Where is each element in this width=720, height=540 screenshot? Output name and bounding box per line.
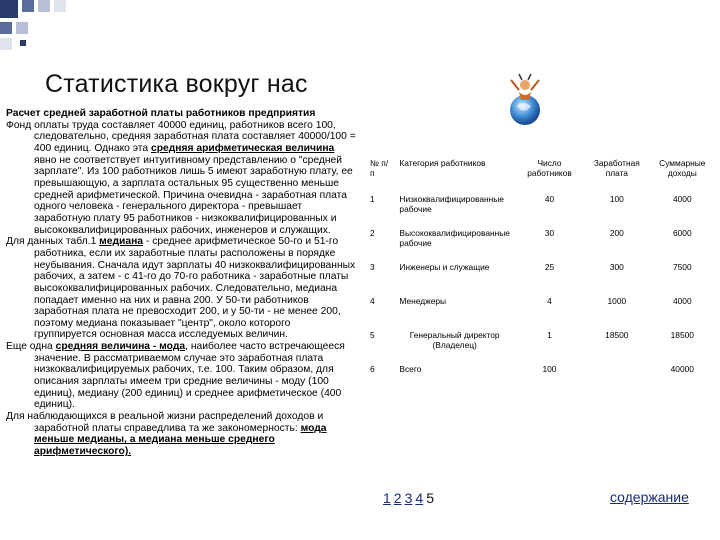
decor-square <box>20 40 26 46</box>
text-run: Еще одна <box>6 341 56 353</box>
table-cell: 4 <box>547 296 552 306</box>
table-cell: 18500 <box>670 330 694 340</box>
decor-square <box>16 22 28 34</box>
table-cell: 6 <box>370 364 375 374</box>
paragraph <box>6 411 356 458</box>
decor-square <box>0 22 12 34</box>
table-cell: 4 <box>370 296 375 306</box>
text-run: Для наблюдающихся в реальной жизни распределений доходов и заработной платы справедлива та же закономерность: <box>6 411 324 434</box>
table-row <box>358 327 716 361</box>
paragraph <box>6 120 356 237</box>
table-row <box>358 191 716 225</box>
page-link-2[interactable]: 2 <box>393 490 402 506</box>
header-cell: Число работников <box>527 158 572 178</box>
text-run: - среднее арифметическое 50-го и 51-го работника, если их заработные платы расположены в порядке неубывания. Сначала идут зарплаты 40 низкоквалифицированных рабочих, а затем - с 41-го до 70-го работника - заработные платы высококвалифицированных рабочих. Следовательно, медиана попадает именно на них и равна 200. У 50-ти работников заработная плата не превосходит 200, и у 50-ти - не менее 200, поэтому медиана показывает "центр", около которого группируется основная масса исследуемых величин. <box>34 236 356 341</box>
paragraph <box>6 236 356 341</box>
table-cell: 25 <box>544 262 555 272</box>
table-cell: 5 <box>370 330 375 340</box>
contents-link[interactable]: содержание <box>610 489 689 505</box>
term-median: медиана <box>99 236 144 248</box>
table-cell: 4000 <box>672 194 692 204</box>
table-row <box>358 225 716 259</box>
table-cell: Менеджеры <box>399 296 447 306</box>
table-header-row <box>358 150 716 191</box>
table-cell: 18500 <box>605 330 629 340</box>
table-row <box>358 293 716 327</box>
text-run: , наиболее часто встречающееся значение. В рассматриваемом случае это заработная плата низкоквалифицируемых рабочих, т.е. 100. Таким образом, для описания зарплаты имеем три средние величины - моду (100 единиц), медиану (200 единиц) и среднее арифметическое (400 единиц). <box>34 341 345 411</box>
body-text <box>6 108 356 458</box>
table-cell: 1 <box>547 330 552 340</box>
table-cell: 2 <box>370 228 375 238</box>
page-link-1[interactable]: 1 <box>383 490 391 506</box>
slide-title: Статистика вокруг нас <box>45 70 308 98</box>
section-heading: Расчет средней заработной платы работников предприятия <box>6 108 316 119</box>
table-row <box>358 361 716 395</box>
decor-square <box>54 0 66 12</box>
table-cell: 200 <box>609 228 624 238</box>
paragraph <box>6 108 356 120</box>
header-cell: Суммарные доходы <box>659 158 706 178</box>
table-cell: Высококвалифицированные рабочие <box>399 228 510 248</box>
table-cell: Инженеры и служащие <box>399 262 490 272</box>
table-cell: 7500 <box>672 262 692 272</box>
table-cell <box>585 361 649 395</box>
table-cell: 1 <box>370 194 375 204</box>
table-cell: Низкоквалифицированные рабочие <box>399 194 504 214</box>
decor-square <box>38 0 50 12</box>
table-row <box>358 259 716 293</box>
conclusion-text: мода меньше медианы, а медиана меньше среднего арифметического). <box>34 422 327 458</box>
decor-square <box>22 0 34 12</box>
table-cell: 30 <box>544 228 555 238</box>
table-cell: 6000 <box>672 228 692 238</box>
page-navigation <box>383 490 434 506</box>
page-link-3[interactable]: 3 <box>404 490 413 506</box>
table-cell: 3 <box>370 262 375 272</box>
table-cell: Генеральный директор (Владелец) <box>409 330 500 350</box>
term-arithmetic-mean: средняя арифметическая величина <box>151 142 335 154</box>
term-mode: средняя величина - мода <box>55 341 186 353</box>
header-cell: № п/п <box>370 158 389 178</box>
text-run: явно не соответствует интуитивному представлению о "средней зарплате". Из 100 работников лишь 5 имеют заработную плату, ее превышающую, а зарплата остальных 95 существенно меньше средней арифметической. Причина очевидна - заработная плата одного человека - генерального директора - превышает заработную плату 95 работников - низкоквалифицированных и высококвалифицированных рабочих, инженеров и служащих. <box>34 154 353 236</box>
decor-square <box>0 38 12 50</box>
text-run: Фонд оплаты труда составляет 40000 единиц, работников всего 100, следовательно, средняя заработная плата составляет 40000/100 = 400 единиц. Однако эта <box>6 119 356 154</box>
page-current: 5 <box>426 490 434 506</box>
table-cell: 100 <box>542 364 557 374</box>
table-cell: 4000 <box>672 296 692 306</box>
table-cell: 40 <box>544 194 555 204</box>
paragraph <box>6 341 356 411</box>
header-cell: Категория работников <box>399 158 486 168</box>
decor-square <box>0 0 18 18</box>
text-run: Для данных табл.1 <box>6 236 100 248</box>
table-cell: 40000 <box>670 364 694 374</box>
globe-figure-icon <box>505 70 545 130</box>
salary-table <box>358 150 716 395</box>
header-cell: Заработная плата <box>593 158 640 178</box>
table-cell: 300 <box>609 262 624 272</box>
table-cell: Всего <box>399 364 422 374</box>
table-cell: 1000 <box>607 296 627 306</box>
table-cell: 100 <box>609 194 624 204</box>
page-link-4[interactable]: 4 <box>415 490 424 506</box>
